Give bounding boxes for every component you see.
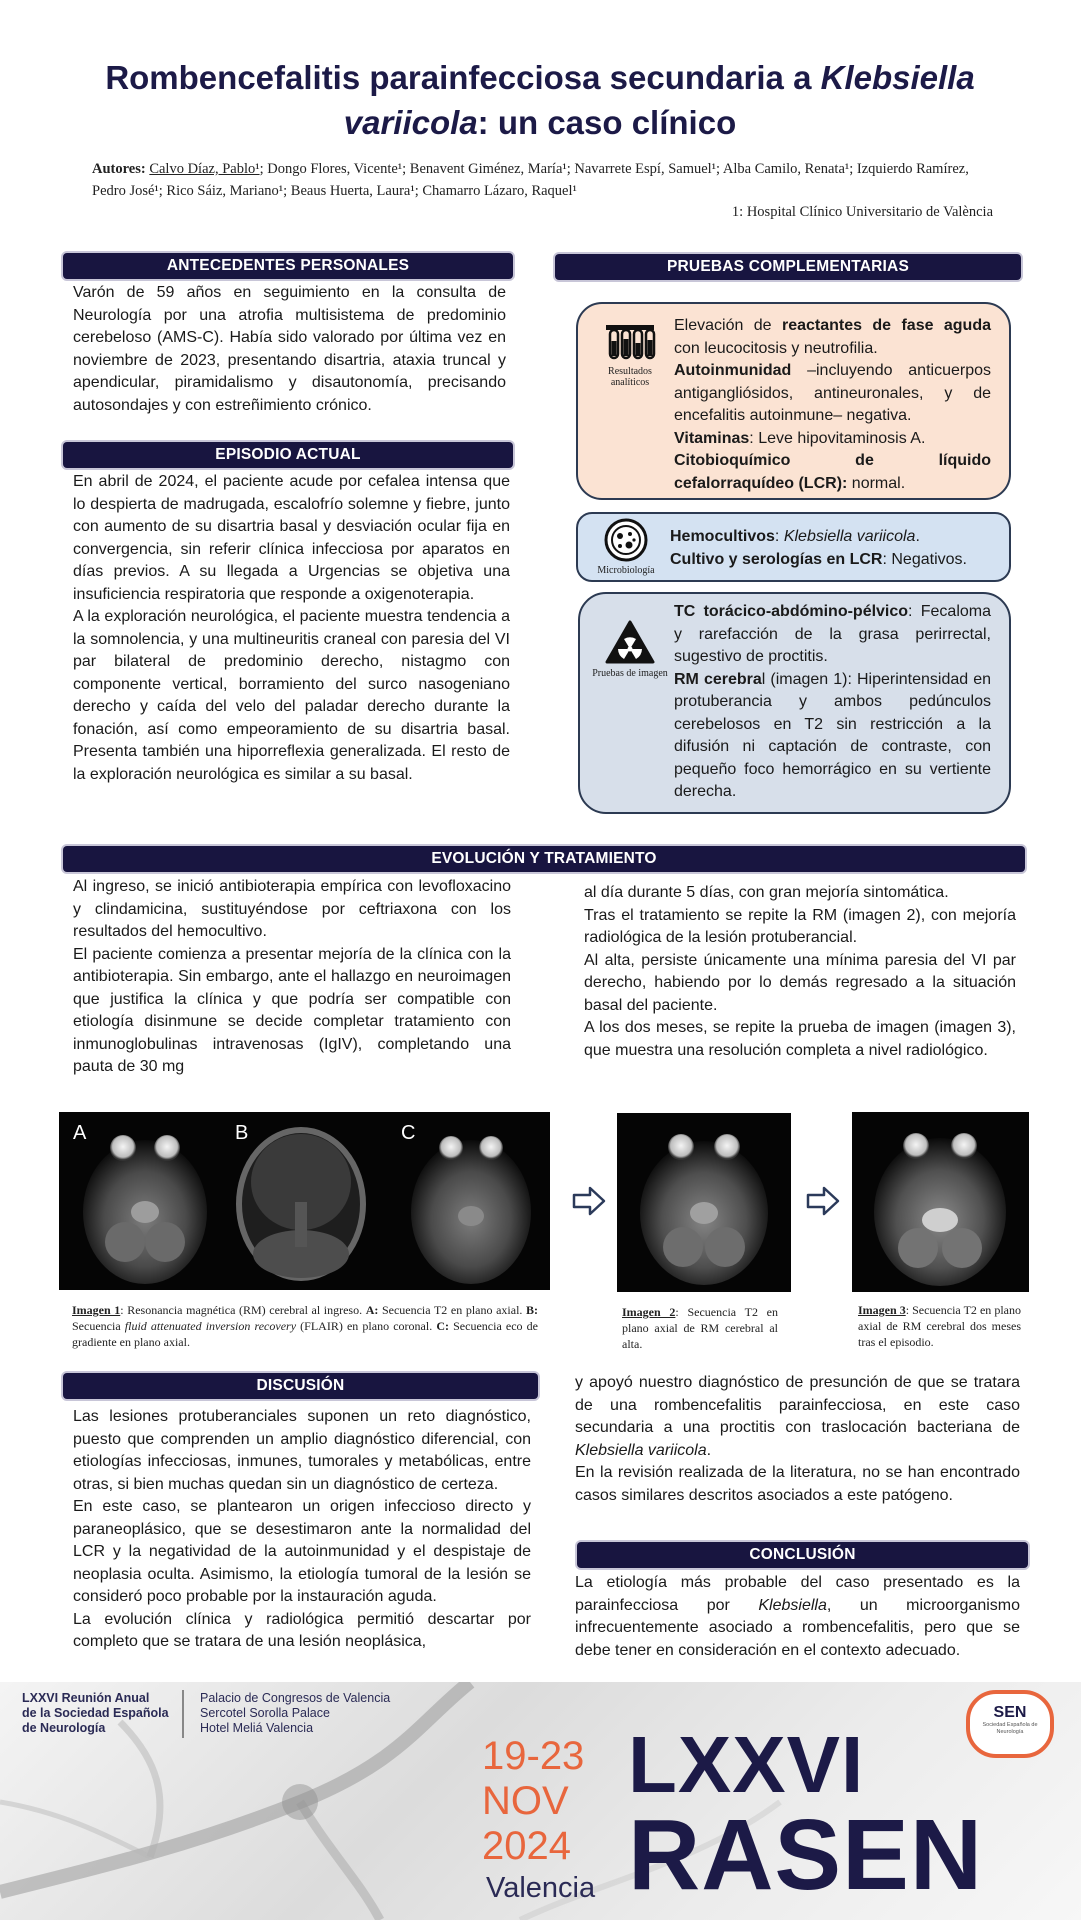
meeting-name: LXXVI Reunión Anual de la Sociedad Española de Neurología xyxy=(22,1691,169,1735)
congress-banner xyxy=(0,1682,1081,1920)
mri-label-c: C xyxy=(401,1122,416,1144)
mri-image-2 xyxy=(617,1113,791,1292)
imagen-text: TC torácico-abdómino-pélvico: Fecaloma y rarefacción de la grasa perirrectal, sugestivo de proctitis. RM cerebral (imagen 1): Hiperintensidad en protuberancia y ambos pedúnculos cerebelosos en T2 sin restricción a la difusión ni captación de contraste, con pequeño foco hemorrágico en su vertiente derecha. xyxy=(674,603,991,800)
pruebas-header: PRUEBAS COMPLEMENTARIAS xyxy=(555,254,1021,280)
micro-icon-label: Microbiología xyxy=(597,565,655,576)
discusion-left-text: Las lesiones protuberanciales suponen un reto diagnóstico, puesto que comprenden un amplio diagnóstico diferencial, con etiologías infecciosas, inmunes, tumorales y metabólicas, entre otras, si bien muchas quedan sin un diagnóstico de certeza. En este caso, se plantearon un origen infeccioso directo y paraneoplásico, que se desestimaron ante la normalidad del LCR y la negatividad de la autoinmunidad y el despistaje de neoplasia oculta. Asimismo, la etiología tumoral de la lesión se consideró poco probable por la instauración aguda. La evolución clínica y radiológica permitió descartar por completo que se tratara de una lesión neoplásica, xyxy=(73,1408,531,1650)
micro-icon-wrap xyxy=(582,518,670,576)
test-tubes-icon xyxy=(603,323,657,363)
venues: Palacio de Congresos de Valencia Sercotel Sorolla Palace Hotel Meliá Valencia xyxy=(200,1691,391,1735)
conclusion-text: La etiología más probable del caso presentado es la parainfecciosa por Klebsiella, un microorganismo infrecuentemente asociado a rombencefalitis, pero que se debe tener en consideración en el contexto adecuado. xyxy=(575,1574,1020,1659)
sen-logo: SEN Sociedad Española de Neurología xyxy=(966,1690,1054,1758)
congress-dates: 19-23 NOV 2024 xyxy=(482,1734,585,1868)
lab-text: Elevación de reactantes de fase aguda con leucocitosis y neutrofilia. Autoinmunidad –incluyendo anticuerpos antigangliósidos, antineuronales, y de encefalitis autoinmune– negativa. Vitaminas: Leve hipovitaminosis A. Citobioquímico de líquido cefalorraquídeo (LCR): normal. xyxy=(674,317,992,492)
episodio-header: EPISODIO ACTUAL xyxy=(63,442,513,468)
congress-number: LXXVI xyxy=(628,1720,865,1809)
discusion-header: DISCUSIÓN xyxy=(63,1373,538,1399)
petri-dish-icon xyxy=(602,518,650,562)
caption-image-3: Imagen 3: Secuencia T2 en plano axial de RM cerebral dos meses tras el episodio. xyxy=(858,1303,1021,1349)
arrow-right-icon xyxy=(572,1186,606,1216)
lab-box xyxy=(576,302,1011,500)
arrow-right-icon-2 xyxy=(806,1186,840,1216)
affiliation: 1: Hospital Clínico Universitario de València xyxy=(731,204,993,220)
evolucion-right-text: al día durante 5 días, con gran mejoría sintomática. Tras el tratamiento se repite la RM (imagen 2), con mejoría radiológica de la lesión protuberancial. Al alta, persiste únicamente una mínima paresia del VI par derecho, habiendo por lo demás regresado a la situación basal del paciente. A los dos meses, se repite la prueba de imagen (imagen 3), que muestra una resolución completa a nivel radiológico. xyxy=(584,884,1016,1059)
footer-divider xyxy=(182,1690,184,1738)
discusion-right-text: y apoyó nuestro diagnóstico de presunción de que se tratara de una rombencefalitis parainfecciosa, en este caso secundaria a una proctitis con traslocación bacteriana de Klebsiella variicola. En la revisión realizada de la literatura, no se han encontrado casos similares descritos asociados a este patógeno. xyxy=(575,1374,1020,1504)
mri-image-3 xyxy=(852,1112,1029,1292)
congress-acronym: RASEN xyxy=(628,1799,984,1911)
authors: Autores: Calvo Díaz, Pablo¹; Dongo Flores, Vicente¹; Benavent Giménez, María¹; Navarrete Espí, Samuel¹; Alba Camilo, Renata¹; Izquierdo Ramírez, Pedro José¹; Rico Sáiz, Mariano¹; Beaus Huerta, Laura¹; Chamarro Lázaro, Raquel¹ xyxy=(92,161,969,199)
antecedentes-header: ANTECEDENTES PERSONALES xyxy=(63,253,513,279)
poster-title: Rombencefalitis parainfecciosa secundaria a Klebsiella variicola: un caso clínico xyxy=(105,59,975,141)
caption-image-2: Imagen 2: Secuencia T2 en plano axial de RM cerebral al alta. xyxy=(622,1305,778,1351)
evolucion-header: EVOLUCIÓN Y TRATAMIENTO xyxy=(63,846,1025,872)
imagen-icon-wrap xyxy=(588,601,672,804)
mri-image-1 xyxy=(59,1112,550,1290)
caption-image-1: Imagen 1: Resonancia magnética (RM) cerebral al ingreso. A: Secuencia T2 en plano axial. B: Secuencia fluid attenuated inversion recovery (FLAIR) en plano coronal. C: Secuencia eco de gradiente en plano axial. xyxy=(72,1303,539,1349)
radiation-icon xyxy=(604,619,656,665)
lab-icon-label: Resultados analíticos xyxy=(608,366,652,388)
micro-text: Hemocultivos: Klebsiella variicola. Cultivo y serologías en LCR: Negativos. xyxy=(670,528,967,568)
imagen-box xyxy=(578,592,1011,814)
antecedentes-text: Varón de 59 años en seguimiento en la consulta de Neurología por una atrofia multisistema de predominio cerebeloso (AMS-C). Había sido valorado por última vez en noviembre de 2023, presentando disartria, ataxia truncal y apendicular, piramidalismo y disautonomía, precisando autosondajes y con estreñimiento crónico. xyxy=(73,284,506,414)
congress-city: Valencia xyxy=(486,1872,596,1904)
lab-icon-wrap xyxy=(590,315,670,495)
imagen-icon-label: Pruebas de imagen xyxy=(592,668,668,679)
micro-box xyxy=(576,512,1011,582)
episodio-text: En abril de 2024, el paciente acude por cefalea intensa que lo despierta de madrugada, escalofrío solemne y fiebre, junto con aumento de su disartria basal y desviación ocular fija en convergencia, sin referir clínica infecciosa por aparatos en días previos. A su llegada a Urgencias se objetiva una insuficiencia respiratoria que responde a oxigenoterapia. A la exploración neurológica, el paciente muestra tendencia a la somnolencia, y una multineuritis craneal con paresia del VI par bilateral de predominio derecho, nistagmo con componente vertical, borramiento del surco nasogeniano derecho y caída del velo del paladar derecho durante la fonación, así como empeoramiento de su disartria basal. Presenta también una hiporreflexia generalizada. El resto de la exploración neurológica es similar a su basal. xyxy=(73,473,510,783)
evolucion-left-text: Al ingreso, se inició antibioterapia empírica con levofloxacino y clindamicina, sustituyéndose por ceftriaxona con los resultados del hemocultivo. El paciente comienza a presentar mejoría de la clínica con la antibioterapia. Sin embargo, ante el hallazgo en neuroimagen que justifica la clínica y que podría ser compatible con etiología disinmune se decide completar tratamiento con inmunoglobulinas intravenosas (IgIV), completando una pauta de 30 mg xyxy=(73,878,511,1075)
mri-label-b: B xyxy=(235,1122,249,1144)
mri-label-a: A xyxy=(73,1122,87,1144)
conclusion-header: CONCLUSIÓN xyxy=(577,1542,1028,1568)
